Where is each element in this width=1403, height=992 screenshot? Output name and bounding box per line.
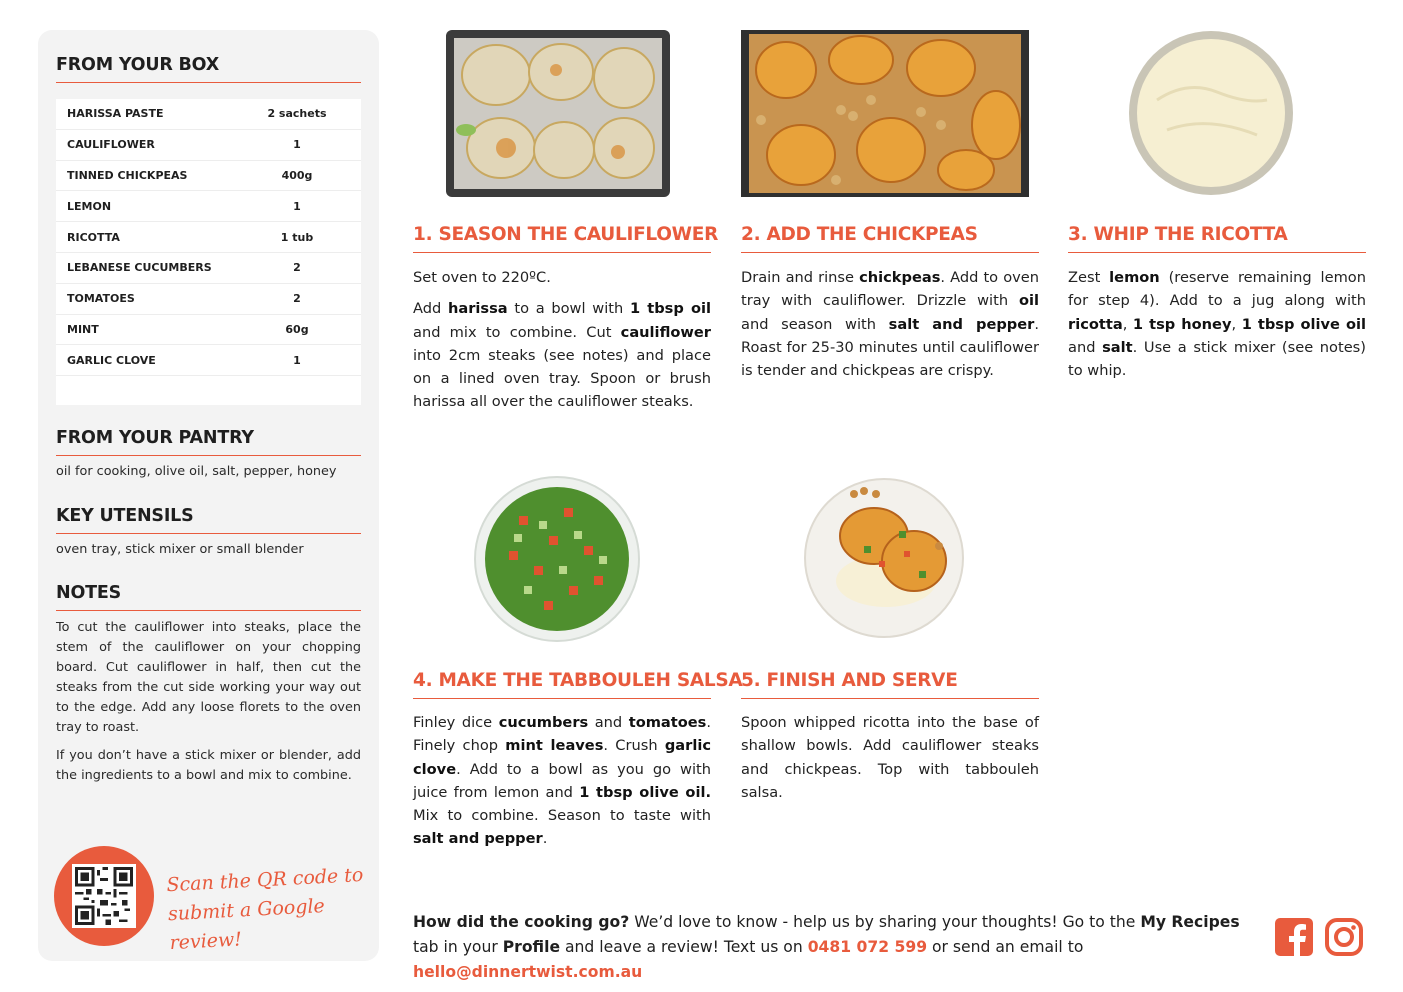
step-1-body xyxy=(413,266,711,422)
text-span: and season with xyxy=(741,315,889,333)
bold-ingredient: tomatoes xyxy=(628,714,707,731)
ingredient-name: LEBANESE CUCUMBERS xyxy=(67,261,212,275)
finished-dish-plate-image xyxy=(804,476,964,638)
bold-ingredient: 1 tsp honey xyxy=(1132,315,1232,333)
qr-caption-line: submit a Google review! xyxy=(167,895,326,955)
step-paragraph xyxy=(413,297,711,413)
step-1-title: 1. SEASON THE CAULIFLOWER xyxy=(413,224,711,253)
bold-ingredient: salt xyxy=(1102,338,1133,356)
ingredient-name: TOMATOES xyxy=(67,292,135,306)
ingredient-name: TINNED CHICKPEAS xyxy=(67,168,188,182)
text-span: and mix to combine. Cut xyxy=(413,323,621,341)
bold-ingredient: 1 tbsp oil xyxy=(629,300,711,318)
text-span: . Add to a bowl as you go with juice from lemon and xyxy=(413,760,711,801)
phone-link[interactable]: 0481 072 599 xyxy=(807,938,928,956)
bold-ingredient: cucumbers xyxy=(498,714,589,731)
bold-ingredient: ricotta xyxy=(1068,315,1123,333)
ingredient-name: RICOTTA xyxy=(67,230,120,244)
box-ingredients-table xyxy=(56,99,361,405)
bold-text: Profile xyxy=(502,938,561,956)
step-paragraph: Spoon whipped ricotta into the base of shallow bowls. Add cauliflower steaks and chickpeas. Top with tabbouleh salsa. xyxy=(741,714,1039,801)
text-span: . Finely chop xyxy=(413,714,712,755)
text-span: Drain and rinse xyxy=(741,269,860,286)
tabbouleh-salsa-bowl-image xyxy=(474,476,640,642)
bold-text: How did the cooking go? xyxy=(413,913,630,931)
bold-ingredient: 1 tbsp olive oil xyxy=(1241,315,1366,333)
bold-ingredient: oil xyxy=(1018,292,1039,310)
box-ingredient-row xyxy=(56,253,361,284)
text-span: and xyxy=(588,714,629,731)
box-ingredient-row xyxy=(56,315,361,346)
step-4-body xyxy=(413,711,711,859)
ingredient-quantity: 60g xyxy=(285,322,309,336)
text-span: and xyxy=(1068,338,1103,356)
qr-code-badge[interactable] xyxy=(54,846,154,946)
bold-ingredient: mint leaves xyxy=(505,737,604,755)
bold-ingredient: garlic clove xyxy=(413,737,711,778)
ingredient-name: CAULIFLOWER xyxy=(67,138,155,152)
step-3-body xyxy=(1068,266,1366,390)
qr-code-icon xyxy=(72,864,136,928)
facebook-icon[interactable] xyxy=(1275,918,1313,956)
text-span: . Crush xyxy=(603,737,665,755)
bold-text: My Recipes xyxy=(1140,913,1240,931)
text-span: Add xyxy=(413,300,448,318)
text-span: into 2cm steaks (see notes) and place on a lined oven tray. Spoon or brush harissa all over the cauliflower steaks. xyxy=(413,346,711,411)
box-ingredient-row xyxy=(56,222,361,253)
text-span: tab in your xyxy=(413,938,503,956)
bold-ingredient: salt and pepper xyxy=(413,830,543,848)
ingredient-quantity: 1 xyxy=(293,138,301,152)
ingredient-name: GARLIC CLOVE xyxy=(67,353,156,367)
ingredient-quantity: 2 sachets xyxy=(267,107,327,121)
note-paragraph: If you don’t have a stick mixer or blender, add the ingredients to a bowl and mix to combine. xyxy=(56,748,361,783)
box-ingredient-row xyxy=(56,161,361,192)
bold-ingredient: 1 tbsp olive oil. xyxy=(579,783,711,801)
email-link[interactable]: hello@dinnertwist.com.au xyxy=(413,963,643,981)
utensils-text: oven tray, stick mixer or small blender xyxy=(56,542,304,557)
text-span: We’d love to know - help us by sharing your thoughts! Go to the xyxy=(629,913,1141,931)
step-paragraph xyxy=(741,266,1039,382)
text-span: , xyxy=(1122,315,1133,333)
ingredient-name: MINT xyxy=(67,322,99,336)
step-5-title: 5. FINISH AND SERVE xyxy=(741,670,1039,699)
bold-ingredient: harissa xyxy=(447,300,508,318)
ingredient-quantity: 2 xyxy=(293,292,301,306)
pantry-text: oil for cooking, olive oil, salt, pepper, honey xyxy=(56,464,337,479)
box-ingredient-row xyxy=(56,99,361,130)
ingredient-name: LEMON xyxy=(67,199,112,213)
text-span: . Use a stick mixer (see notes) to whip. xyxy=(1068,338,1366,380)
feedback-message xyxy=(413,910,1263,985)
whipped-ricotta-bowl-image xyxy=(1127,30,1295,197)
ingredient-quantity: 1 xyxy=(293,199,301,213)
step-4-title: 4. MAKE THE TABBOULEH SALSA xyxy=(413,670,711,699)
ingredient-quantity: 400g xyxy=(281,168,313,182)
box-ingredient-row xyxy=(56,345,361,376)
box-ingredient-row xyxy=(56,191,361,222)
bold-ingredient: lemon xyxy=(1109,269,1160,286)
box-heading: FROM YOUR BOX xyxy=(56,55,361,83)
ingredient-name: HARISSA PASTE xyxy=(67,107,164,121)
ingredients-sidebar xyxy=(38,30,379,961)
ingredient-quantity: 1 xyxy=(293,353,301,367)
bold-ingredient: cauliflower xyxy=(620,323,711,341)
note-paragraph: To cut the cauliflower into steaks, place the stem of the cauliflower on your chopping board. Cut cauliflower in half, then cut the steaks from the cut side working your way out to the edge. Add any loose florets to the oven tray to roast. xyxy=(56,620,361,735)
qr-caption-line: Scan the QR code to xyxy=(166,863,364,897)
step-paragraph xyxy=(413,711,711,851)
text-span: Finley dice xyxy=(413,714,499,731)
step-paragraph: Set oven to 220ºC. xyxy=(413,269,551,286)
pantry-heading: FROM YOUR PANTRY xyxy=(56,428,361,456)
text-span: (reserve remaining lemon for step 4). Add to a jug along with xyxy=(1068,269,1366,310)
step-5-body xyxy=(741,711,1039,812)
text-span: or send an email to xyxy=(927,938,1084,956)
text-span: and leave a review! Text us on xyxy=(560,938,808,956)
notes-text xyxy=(56,618,361,794)
text-span: Mix to combine. Season to taste with xyxy=(413,807,711,825)
text-span: to a bowl with xyxy=(507,300,630,318)
instagram-icon[interactable] xyxy=(1325,918,1363,956)
text-span: . Roast for 25-30 minutes until cauliflower is tender and chickpeas are crispy. xyxy=(741,315,1039,380)
ingredient-quantity: 1 tub xyxy=(280,230,314,244)
text-span: . Add to oven tray with cauliflower. Drizzle with xyxy=(741,269,1039,310)
step-paragraph xyxy=(1068,266,1366,382)
step-3-title: 3. WHIP THE RICOTTA xyxy=(1068,224,1366,253)
box-ingredient-row xyxy=(56,284,361,315)
step-2-body xyxy=(741,266,1039,390)
box-ingredient-row xyxy=(56,130,361,161)
text-span: Zest xyxy=(1068,269,1110,286)
notes-heading: NOTES xyxy=(56,583,361,611)
ingredient-quantity: 2 xyxy=(293,261,301,275)
text-span: , xyxy=(1231,315,1242,333)
bold-ingredient: chickpeas xyxy=(859,269,941,286)
qr-caption xyxy=(166,861,370,958)
text-span: . xyxy=(542,830,548,848)
step-2-title: 2. ADD THE CHICKPEAS xyxy=(741,224,1039,253)
utensils-heading: KEY UTENSILS xyxy=(56,506,361,534)
bold-ingredient: salt and pepper xyxy=(888,315,1035,333)
roasted-cauliflower-chickpeas-image xyxy=(741,30,1029,197)
roasting-tray-cauliflower-image xyxy=(446,30,670,197)
